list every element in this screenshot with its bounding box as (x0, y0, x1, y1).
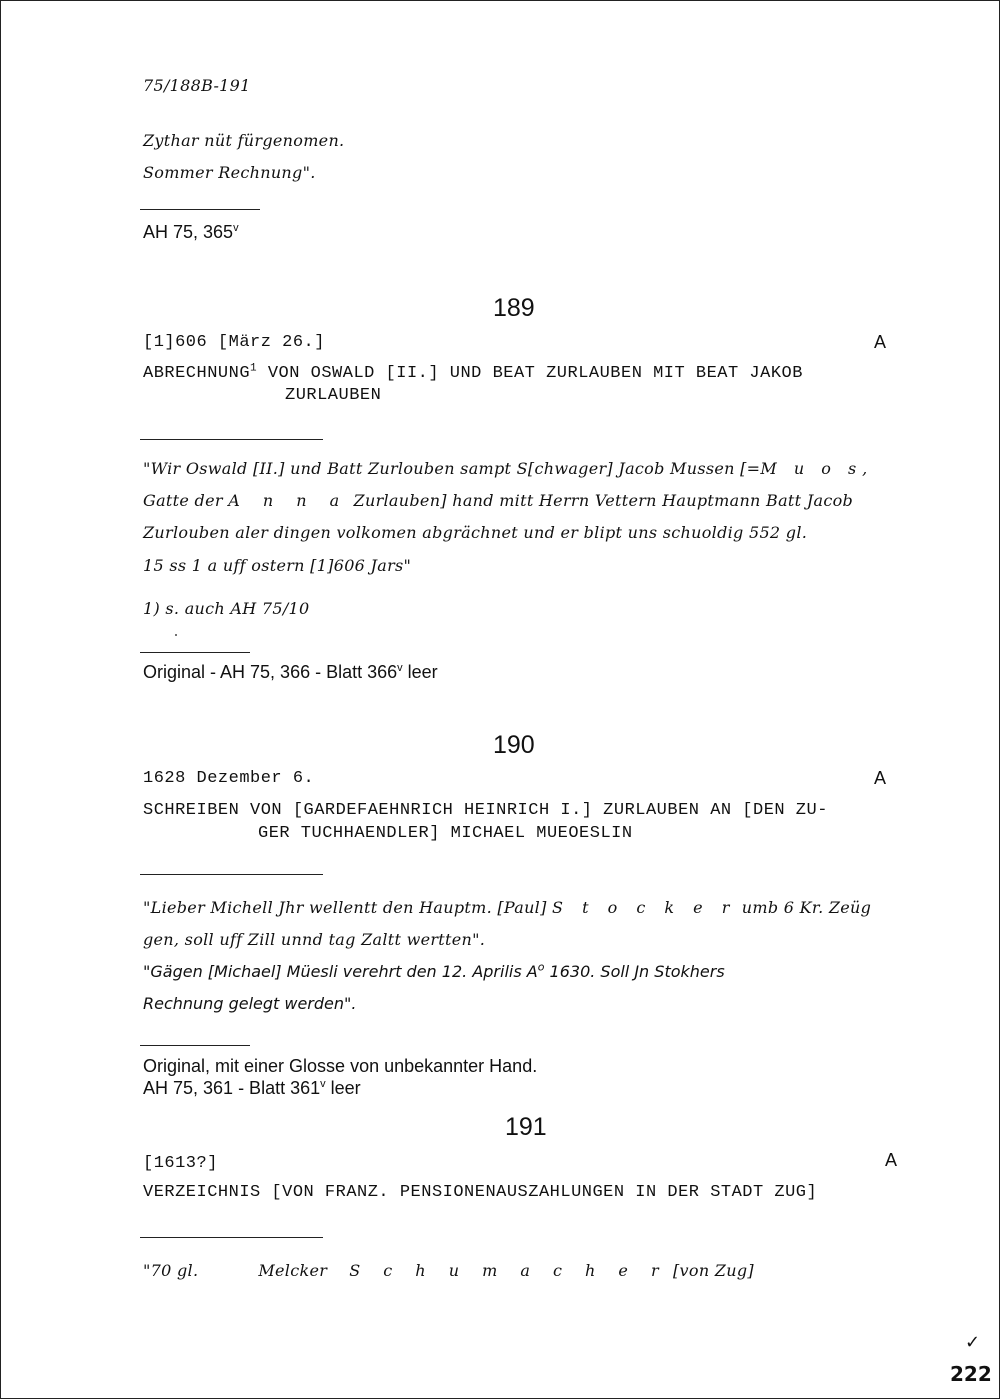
entry-191-quote: "70 gl. Melcker S c h u m a c h e r [von Zug] (143, 1261, 754, 1280)
entry-190-gloss-line-2: Rechnung gelegt werden". (143, 994, 357, 1013)
entry-190-quote-line-2: gen, soll uff Zill unnd tag Zaltt wertten". (143, 930, 486, 949)
entry-189-title: ABRECHNUNG$^1$ VON OSWALD [II.] UND BEAT ZURLAUBEN MIT BEAT JAKOB (143, 362, 803, 383)
entry-189-grade: A (874, 332, 887, 352)
entry-189-footnote: 1) s. auch AH 75/10 (143, 599, 310, 618)
entry-190-date: 1628 Dezember 6. (143, 769, 315, 788)
entry-189-date: [1]606 [März 26.] (143, 333, 325, 352)
entry-190-grade: A (874, 768, 887, 788)
entry-191-grade: A (885, 1150, 898, 1170)
entry-190-source-line-2: AH 75, 361 - Blatt 361$^v$ leer (143, 1078, 361, 1098)
header-reference: 75/188B-191 (143, 76, 251, 95)
page-number-mark: 222 (950, 1362, 992, 1386)
entry-191-number: 191 (505, 1113, 547, 1141)
entry-189-quote-line-1: "Wir Oswald [II.] und Batt Zurlouben sampt S[chwager] Jacob Mussen [=M u o s, (143, 459, 868, 478)
rule-3 (140, 652, 250, 653)
entry-190-gloss-line-1: "Gägen [Michael] Müesli verehrt den 12. Aprilis $A^o$ 1630. Soll Jn Stokhers (143, 960, 725, 981)
entry-190-quote-line-1: "Lieber Michell Jhr wellentt den Hauptm. [Paul] S t o c k e r umb 6 Kr. Zeüg (143, 898, 872, 917)
rule-4 (140, 874, 323, 875)
carryover-source: AH 75, 365$^v$ (143, 222, 239, 242)
entry-191-date: [1613?] (143, 1154, 218, 1173)
rule-1 (140, 209, 260, 210)
entry-190-title-cont: GER TUCHHAENDLER] MICHAEL MUEOESLIN (258, 824, 633, 843)
carryover-line-2: Sommer Rechnung". (143, 163, 316, 182)
entry-189-title-cont: ZURLAUBEN (285, 386, 382, 405)
entry-189-source: Original - AH 75, 366 - Blatt 366$^v$ leer (143, 662, 438, 682)
entry-189-quote-line-2: Gatte der A n n a Zurlauben] hand mitt Herrn Vettern Hauptmann Batt Jacob (143, 491, 854, 510)
rule-5 (140, 1045, 250, 1046)
entry-191-title: VERZEICHNIS [VON FRANZ. PENSIONENAUSZAHLUNGEN IN DER STADT ZUG] (143, 1183, 818, 1202)
entry-190-number: 190 (493, 731, 535, 759)
checkmark-icon: ✓ (965, 1332, 981, 1353)
carryover-line-1: Zythar nüt fürgenomen. (143, 131, 345, 150)
speck (175, 634, 177, 636)
entry-189-quote-line-4: 15 ss 1 a uff ostern [1]606 Jars" (143, 556, 412, 575)
entry-189-number: 189 (493, 294, 535, 322)
entry-189-quote-line-3: Zurlouben aler dingen volkomen abgrächnet und er blipt uns schuoldig 552 gl. (143, 523, 808, 542)
entry-190-source-line-1: Original, mit einer Glosse von unbekannter Hand. (143, 1056, 538, 1076)
rule-6 (140, 1237, 323, 1238)
rule-2 (140, 439, 323, 440)
entry-190-title: SCHREIBEN VON [GARDEFAEHNRICH HEINRICH I.] ZURLAUBEN AN [DEN ZU- (143, 801, 828, 820)
